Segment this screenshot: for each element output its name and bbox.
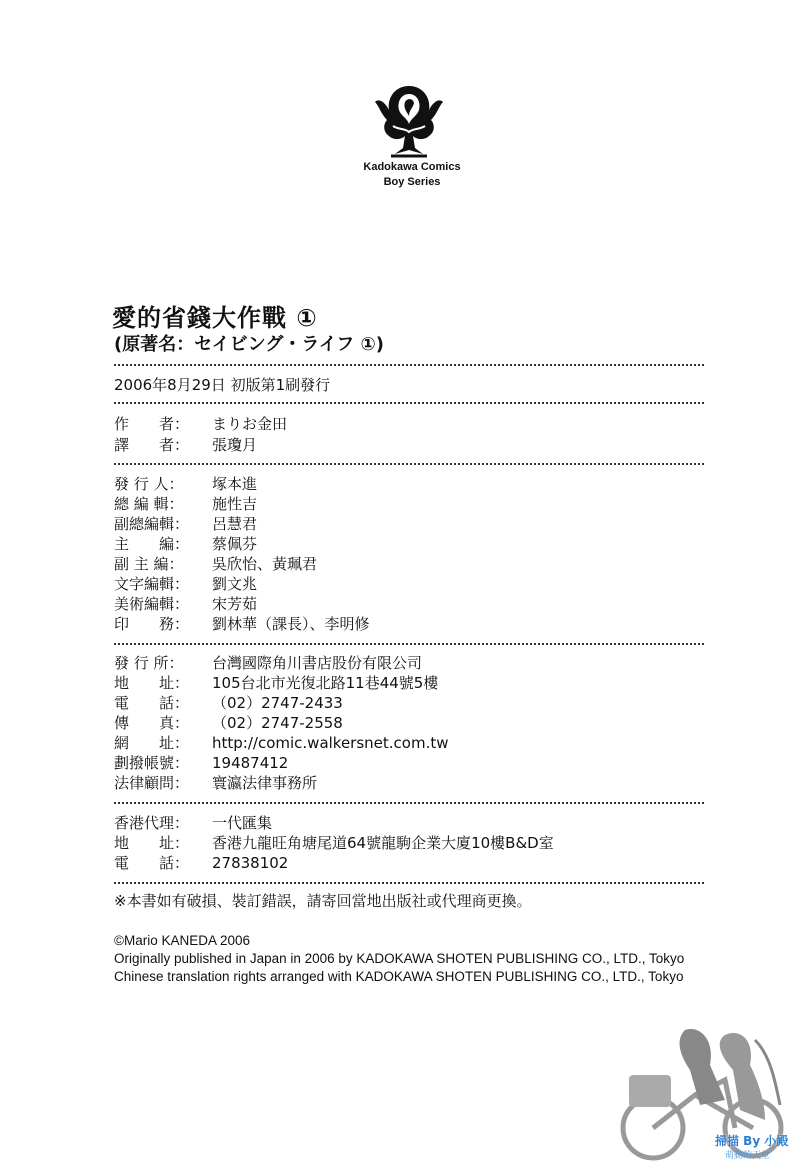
- brand-line-2: Boy Series: [383, 176, 441, 188]
- staff-row: [114, 494, 257, 514]
- copyright-block: [114, 932, 684, 986]
- copyright-line: Originally published in Japan in 2006 by KADOKAWA SHOTEN PUBLISHING CO., LTD., Tokyo: [114, 951, 685, 966]
- publisher-value: 105台北市光復北路11巷44號5樓: [212, 674, 439, 692]
- credit-row: [114, 435, 257, 455]
- hk-label: 香港代理：: [114, 814, 190, 832]
- staff-value: 塚本進: [212, 475, 258, 493]
- dotted-divider: [114, 364, 704, 366]
- publisher-value: 寰瀛法律事務所: [212, 774, 318, 792]
- staff-row: [114, 534, 257, 554]
- hk-label: 電 話：: [114, 854, 190, 872]
- edition-line: 2006年8月29日 初版第1刷發行: [114, 376, 331, 394]
- publisher-row: [114, 773, 317, 793]
- staff-value: 施性吉: [212, 495, 258, 513]
- credit-row: [114, 414, 287, 434]
- publisher-value: 台灣國際角川書店股份有限公司: [212, 654, 423, 672]
- staff-row: [114, 614, 370, 634]
- staff-label: 美術編輯：: [114, 595, 190, 613]
- hk-agent-row: [114, 853, 288, 873]
- publisher-label: 電 話：: [114, 694, 190, 712]
- publisher-row: [114, 693, 343, 713]
- brand-line-1: Kadokawa Comics: [363, 161, 461, 173]
- publisher-label: 發 行 所：: [114, 654, 184, 672]
- staff-value: 宋芳茹: [212, 595, 258, 613]
- publisher-label: 網 址：: [114, 734, 190, 752]
- staff-label: 發 行 人：: [114, 475, 184, 493]
- publisher-row: [114, 733, 449, 753]
- copyright-line: ©Mario KANEDA 2006: [114, 933, 251, 948]
- credit-value: 張瓊月: [212, 436, 258, 454]
- staff-row: [114, 574, 257, 594]
- staff-label: 主 編：: [114, 535, 190, 553]
- credit-value: まりお金田: [212, 415, 288, 433]
- hk-agent-row: [114, 813, 272, 833]
- publisher-row: [114, 673, 438, 693]
- publisher-row: [114, 653, 422, 673]
- dotted-divider: [114, 802, 704, 804]
- staff-value: 吳欣怡、黃珮君: [212, 555, 318, 573]
- dotted-divider: [114, 882, 704, 884]
- hk-value: 香港九龍旺角塘尾道64號龍駒企業大廈10樓B&D室: [212, 834, 554, 852]
- staff-label: 文字編輯：: [114, 575, 190, 593]
- publisher-row: [114, 753, 288, 773]
- publisher-label: 地 址：: [114, 674, 190, 692]
- staff-value: 呂慧君: [212, 515, 258, 533]
- staff-label: 副總編輯：: [114, 515, 190, 533]
- publisher-label: 傳 真：: [114, 714, 190, 732]
- book-title: 愛的省錢大作戰 ①: [112, 304, 318, 332]
- dotted-divider: [114, 402, 704, 404]
- staff-row: [114, 554, 317, 574]
- dotted-divider: [114, 463, 704, 465]
- staff-value: 劉林華（課長）、李明修: [212, 615, 370, 633]
- scanner-watermark: 掃描 By 小殿: [715, 1134, 789, 1148]
- brand-label: [332, 160, 492, 190]
- staff-row: [114, 594, 257, 614]
- staff-value: 蔡佩芬: [212, 535, 258, 553]
- publisher-value: 19487412: [212, 754, 289, 772]
- phoenix-logo-icon: [365, 80, 453, 164]
- staff-value: 劉文兆: [212, 575, 258, 593]
- publisher-value: （02）2747-2433: [212, 694, 343, 712]
- publisher-row: [114, 713, 343, 733]
- credit-label: 作 者：: [114, 415, 190, 433]
- copyright-line: Chinese translation rights arranged with KADOKAWA SHOTEN PUBLISHING CO., LTD., Tokyo: [114, 969, 684, 984]
- credit-label: 譯 者：: [114, 436, 190, 454]
- original-title: (原著名：セイビング・ライフ ①): [114, 334, 384, 355]
- dotted-divider: [114, 643, 704, 645]
- publisher-label: 法律顧問：: [114, 774, 190, 792]
- hk-value: 27838102: [212, 854, 289, 872]
- website-link[interactable]: http://comic.walkersnet.com.tw: [212, 734, 449, 752]
- staff-label: 副 主 編：: [114, 555, 184, 573]
- publisher-label: 劃撥帳號：: [114, 754, 190, 772]
- hk-value: 一代匯集: [212, 814, 273, 832]
- staff-label: 總 編 輯：: [114, 495, 184, 513]
- publisher-value: （02）2747-2558: [212, 714, 343, 732]
- staff-label: 印 務：: [114, 615, 190, 633]
- hk-agent-row: [114, 833, 554, 853]
- damage-notice: ※本書如有破損、裝訂錯誤，請寄回當地出版社或代理商更換。: [114, 892, 532, 910]
- scanner-watermark-sub: 萌動的天堂: [725, 1151, 771, 1161]
- staff-row: [114, 514, 257, 534]
- hk-label: 地 址：: [114, 834, 190, 852]
- staff-row: [114, 474, 257, 494]
